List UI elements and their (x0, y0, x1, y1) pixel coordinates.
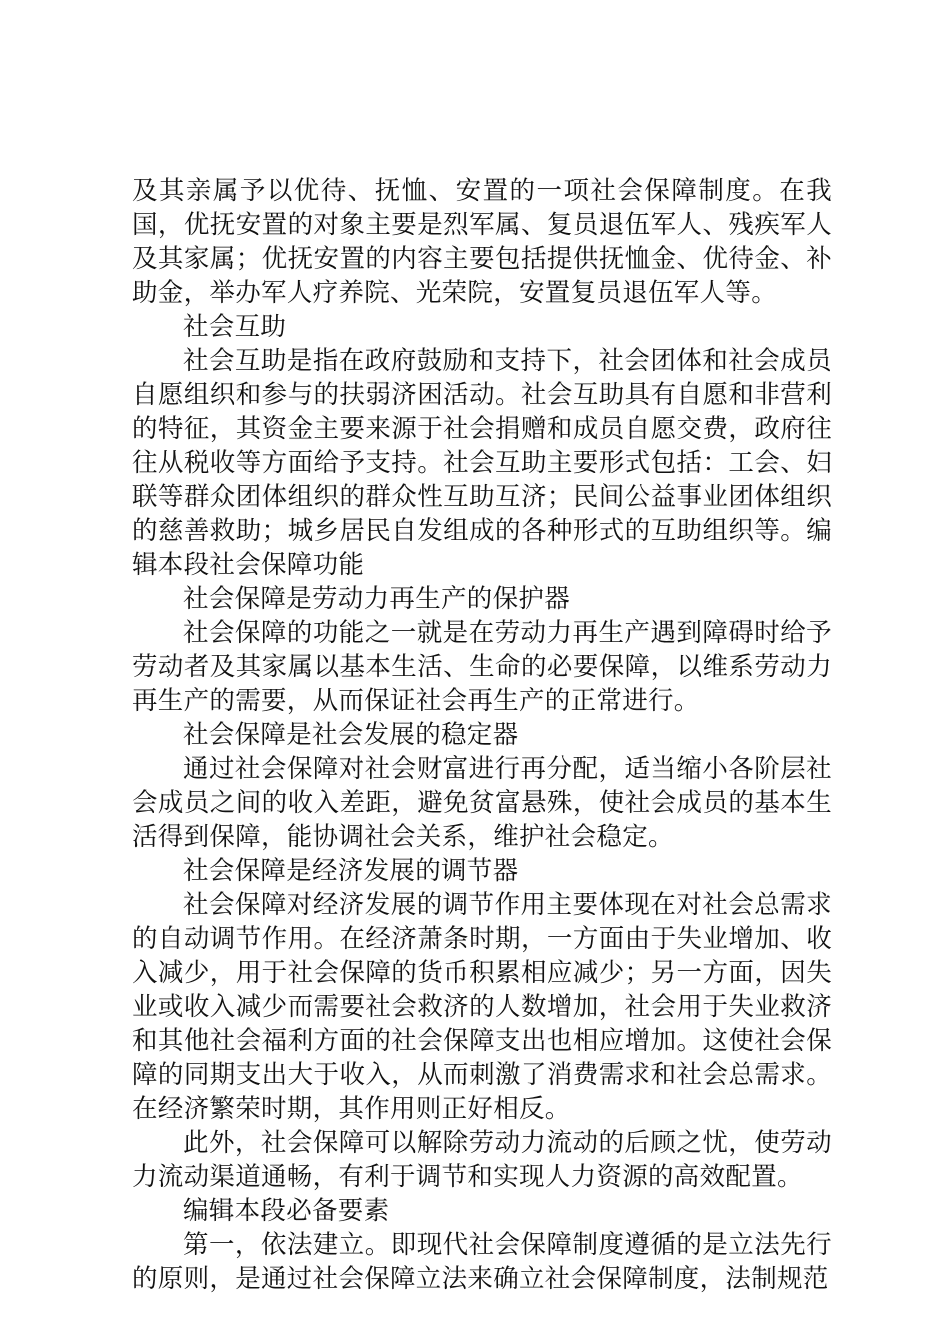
document-body (132, 174, 832, 1296)
paragraph-laodongli-liudong: 此外，社会保障可以解除劳动力流动的后顾之忧，使劳动力流动渠道通畅，有利于调节和实现人力资源的高效配置。 (132, 1128, 832, 1192)
heading-jingji-fazhan-tiaojieqi: 社会保障是经济发展的调节器 (183, 856, 519, 886)
paragraph-laodongli-zaishengchan: 社会保障的功能之一就是在劳动力再生产遇到障碍时给予劳动者及其家属以基本生活、生命的必要保障，以维系劳动力再生产的需要，从而保证社会再生产的正常进行。 (132, 618, 832, 716)
paragraph-youfu-anzhi: 及其亲属予以优待、抚恤、安置的一项社会保障制度。在我国，优抚安置的对象主要是烈军属、复员退伍军人、残疾军人及其家属；优抚安置的内容主要包括提供抚恤金、优待金、补助金，举办军人疗养院、光荣院，安置复员退伍军人等。 (132, 176, 832, 308)
paragraph-shehui-fazhan-wendingqi: 通过社会保障对社会财富进行再分配，适当缩小各阶层社会成员之间的收入差距，避免贫富悬殊，使社会成员的基本生活得到保障，能协调社会关系，维护社会稳定。 (132, 754, 832, 852)
paragraph-shehui-huzhu: 社会互助是指在政府鼓励和支持下，社会团体和社会成员自愿组织和参与的扶弱济困活动。社会互助具有自愿和非营利的特征，其资金主要来源于社会捐赠和成员自愿交费，政府往往从税收等方面给予支持。社会互助主要形式包括：工会、妇联等群众团体组织的群众性互助互济；民间公益事业团体组织的慈善救助；城乡居民自发组成的各种形式的互助组织等。编辑本段社会保障功能 (132, 346, 832, 580)
heading-shehui-fazhan-wendingqi: 社会保障是社会发展的稳定器 (183, 720, 519, 750)
heading-shehui-huzhu: 社会互助 (183, 312, 287, 342)
paragraph-yifa-jianli: 第一，依法建立。即现代社会保障制度遵循的是立法先行的原则，是通过社会保障立法来确立社会保障制度，法制规范 (132, 1230, 832, 1294)
heading-laodongli-zaishengchan: 社会保障是劳动力再生产的保护器 (183, 584, 571, 614)
heading-bibei-yaosu: 编辑本段必备要素 (183, 1196, 390, 1226)
paragraph-jingji-fazhan-tiaojieqi: 社会保障对经济发展的调节作用主要体现在对社会总需求的自动调节作用。在经济萧条时期，一方面由于失业增加、收入减少，用于社会保障的货币积累相应减少；另一方面，因失业或收入减少而需要社会救济的人数增加，社会用于失业救济和其他社会福利方面的社会保障支出也相应增加。这使社会保障的同期支出大于收入，从而刺激了消费需求和社会总需求。在经济繁荣时期，其作用则正好相反。 (132, 890, 832, 1124)
